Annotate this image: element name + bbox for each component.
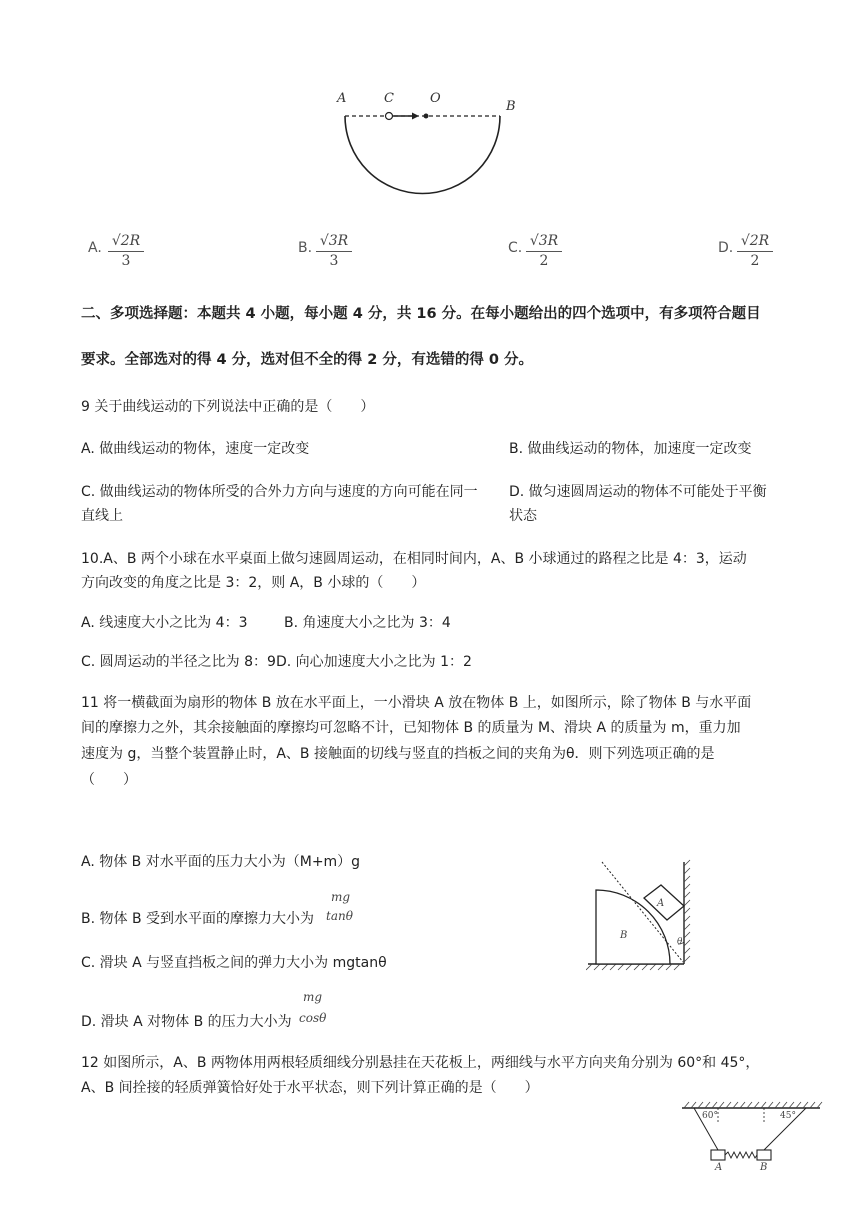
option-d-fraction: √2R 2 <box>737 232 773 269</box>
q12-fig-label-a: A <box>715 1162 723 1173</box>
q11-line3: 速度为 g，当整个装置静止时，A、B 接触面的切线与竖直的挡板之间的夹角为θ．则下列选项正确的是 <box>81 746 715 762</box>
semicircle-figure <box>330 88 530 208</box>
q11-option-d-den: cosθ <box>299 1011 327 1025</box>
q12-figure <box>678 1100 824 1176</box>
q11-option-d-num: mg <box>303 990 323 1004</box>
q11-option-d: D. 滑块 A 对物体 B 的压力大小为 <box>81 1014 292 1030</box>
q10-line2: 方向改变的角度之比是 3：2，则 A，B 小球的（ ） <box>81 575 426 591</box>
section2-line1: 二、多项选择题：本题共 4 小题，每小题 4 分，共 16 分。在每小题给出的四个选项中，有多项符合题目 <box>81 306 761 322</box>
q10-option-cd: C. 圆周运动的半径之比为 8：9D. 向心加速度大小之比为 1：2 <box>81 654 472 670</box>
q11-line2: 间的摩擦力之外，其余接触面的摩擦均可忽略不计，已知物体 B 的质量为 M、滑块 A 的质量为 m，重力加 <box>81 720 741 736</box>
q12-fig-label-b: B <box>760 1162 768 1173</box>
q11-option-c: C. 滑块 A 与竖直挡板之间的弹力大小为 mgtanθ <box>81 955 387 971</box>
option-a-fraction: √2R 3 <box>108 232 144 269</box>
q11-option-a: A. 物体 B 对水平面的压力大小为（M+m）g <box>81 854 361 870</box>
label-o: O <box>430 91 441 106</box>
q11-option-b: B. 物体 B 受到水平面的摩擦力大小为 <box>81 911 315 927</box>
option-a-label: A. <box>88 240 102 256</box>
q11-fig-label-b: B <box>620 930 628 941</box>
q9-option-d-line1: D. 做匀速圆周运动的物体不可能处于平衡 <box>509 484 767 500</box>
option-c-fraction: √3R 2 <box>526 232 562 269</box>
q10-option-b: B. 角速度大小之比为 3：4 <box>284 615 451 631</box>
q11-option-b-num: mg <box>331 890 351 904</box>
q9-option-d-line2: 状态 <box>509 508 537 524</box>
q10-line1: 10.A、B 两个小球在水平桌面上做匀速圆周运动，在相同时间内，A、B 小球通过的路程之比是 4：3，运动 <box>81 551 747 567</box>
option-d-label: D. <box>718 240 734 256</box>
q9-stem: 9 关于曲线运动的下列说法中正确的是（ ） <box>81 399 375 415</box>
q12-line1: 12 如图所示，A、B 两物体用两根轻质细线分别悬挂在天花板上，两细线与水平方向夹角分别为 60°和 45°， <box>81 1055 760 1071</box>
q12-line2: A、B 间拴接的轻质弹簧恰好处于水平状态，则下列计算正确的是（ ） <box>81 1080 539 1096</box>
q12-fig-angle-60: 60° <box>702 1111 718 1121</box>
q11-option-b-den: tanθ <box>326 909 353 923</box>
q11-fig-label-a: A <box>657 898 665 909</box>
q12-fig-angle-45: 45° <box>780 1111 796 1121</box>
q11-line1: 11 将一横截面为扇形的物体 B 放在水平面上，一小滑块 A 放在物体 B 上，如图所示，除了物体 B 与水平面 <box>81 695 752 711</box>
option-c-label: C. <box>508 240 523 256</box>
q9-option-a: A. 做曲线运动的物体，速度一定改变 <box>81 441 310 457</box>
q11-figure <box>586 858 698 972</box>
section2-line2: 要求。全部选对的得 4 分，选对但不全的得 2 分，有选错的得 0 分。 <box>81 352 534 368</box>
label-b: B <box>506 99 516 114</box>
q11-fig-label-theta: θ <box>677 937 683 947</box>
option-b-fraction: √3R 3 <box>316 232 352 269</box>
option-b-label: B. <box>298 240 313 256</box>
label-c: C <box>384 91 394 106</box>
q9-option-c-line2: 直线上 <box>81 508 123 524</box>
q9-option-b: B. 做曲线运动的物体，加速度一定改变 <box>509 441 752 457</box>
label-a: A <box>337 91 347 106</box>
q9-option-c-line1: C. 做曲线运动的物体所受的合外力方向与速度的方向可能在同一 <box>81 484 478 500</box>
q11-line4: （ ） <box>81 772 137 788</box>
q10-option-a: A. 线速度大小之比为 4：3 <box>81 615 248 631</box>
